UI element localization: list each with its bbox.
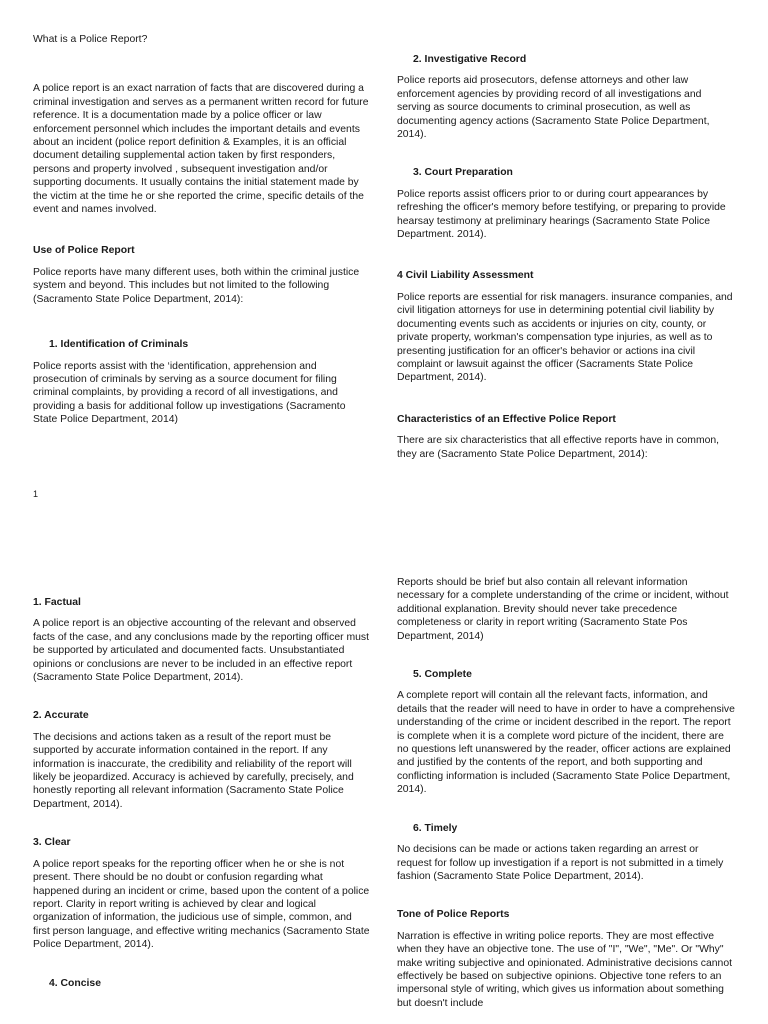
use-paragraph: Police reports have many different uses, both within the criminal justice system and beyond. This includes but not limited to the following (Sacramento State Police Department, 2014): bbox=[33, 266, 360, 305]
characteristics-heading: Characteristics of an Effective Police Report bbox=[397, 413, 616, 425]
page2-left-column bbox=[33, 596, 371, 990]
page2-right-column bbox=[397, 576, 735, 1010]
identification-paragraph: Police reports assist with the ‘identification, apprehension and prosecution of criminals by serving as a source document for filing criminal complaints, by providing a record of all investigations, and providing a basis for additional follow up investigations (Sacramento State Police Department, 2014) bbox=[33, 360, 346, 426]
factual-heading: 1. Factual bbox=[33, 597, 81, 608]
clear-paragraph: A police report speaks for the reporting officer when he or she is not present. There should be no doubt or confusion regarding what happened during an incident or crime, based upon the content of a police report. Clarity in report writing is achieved by clear and logical organization of information, the judicious use of simple, common, and first person language, and effective writing mechanics (Sacramento State Police Department, 2014). bbox=[33, 858, 370, 951]
document-title: What is a Police Report? bbox=[33, 34, 148, 45]
civil-paragraph: Police reports are essential for risk managers. insurance companies, and civil litigation attorneys for use in determining potential civil liability by documenting events such as accidents or injuries on city, county, or private property, workman's compensation type injuries, as well as to presenting justification for an officer's behavior or actions ina civil complaint or lawsuit against the officer (Sacraments State Police Department, 2014). bbox=[397, 291, 733, 384]
intro-paragraph: A police report is an exact narration of facts that are discovered during a criminal investigation and serves as a permanent written record for future reference. It is a documentation made by a police officer or law enforcement personnel which includes the important details and events about an incident (police report definition & Examples, it is an official document detailing supplemental action taken by first responders, persons and property involved , subsequent investigation and/or supporting documents. It usually contains the initial statement made by the victim at the time he or she reported the crime, specific details of the event and names involved. bbox=[33, 83, 369, 216]
timely-paragraph: No decisions can be made or actions taken regarding an arrest or request for follow up investigation if a report is not submitted in a timely fashion (Sacramento State Police Department, 2014). bbox=[397, 844, 724, 882]
accurate-heading: 2. Accurate bbox=[33, 710, 89, 722]
complete-heading: 5. Complete bbox=[413, 669, 472, 681]
identification-heading: 1. Identification of Criminals bbox=[49, 339, 189, 351]
timely-heading: 6. Timely bbox=[413, 822, 458, 834]
clear-heading: 3. Clear bbox=[33, 837, 71, 849]
use-heading: Use of Police Report bbox=[33, 245, 135, 257]
accurate-paragraph: The decisions and actions taken as a result of the report must be supported by accurate information contained in the report. If any information is inaccurate, the credibility and reliability of the report will likely be jeopardized. Accuracy is achieved by carefully, precisely, and honestly reporting all relevant information (Sacramento State Police Department, 2014). bbox=[33, 731, 354, 810]
page1-right-column bbox=[397, 53, 735, 461]
complete-paragraph: A complete report will contain all the relevant facts, information, and details that the reader will need to have in order to have a comprehensive understanding of the crime or incident described in the report. The report is complete when it is a complete word picture of the incident, there are no questions left unanswered by the reader, officer actions are explained and justified by the contents of the report, and both supporting and conflicting information is included (Sacramento State Police Department, 2014). bbox=[397, 690, 735, 796]
concise-heading: 4. Concise bbox=[49, 977, 101, 989]
page-number: 1 bbox=[33, 489, 39, 499]
investigative-heading: 2. Investigative Record bbox=[413, 54, 527, 65]
factual-paragraph: A police report is an objective accounting of the relevant and observed facts of the case, and any conclusions made by the reporting officer must be supported by articulated and documented facts. Unsubstantiated opinions or conclusions are never to be included in an effective report (Sacramento State Police Department, 2014). bbox=[33, 618, 369, 684]
concise-paragraph: Reports should be brief but also contain all relevant information necessary for a complete understanding of the crime or incident, without additional explanation. Brevity should never take precedence completeness or clarity in report writing (Sacramento State Pos Department, 2014) bbox=[397, 577, 729, 642]
characteristics-paragraph: There are six characteristics that all effective reports have in common, they are (Sacramento State Police Department, 2014): bbox=[397, 435, 720, 460]
tone-heading: Tone of Police Reports bbox=[397, 909, 510, 921]
court-heading: 3. Court Preparation bbox=[413, 167, 513, 179]
tone-paragraph: Narration is effective in writing police reports. They are most effective when they have an objective tone. The use of "I", "We", "Me". Or "Why" make writing subjective and opinionated. Administrative decisions cannot effectively be based on subjective opinions. Objective tone refers to an impersonal style of writing, which gives us information about something but doesn't include bbox=[397, 930, 732, 1009]
investigative-paragraph: Police reports aid prosecutors, defense attorneys and other law enforcement agencies by providing record of all investigations and serving as source documents to criminal prosecution, as well as documenting agency actions (Sacramento State Police Department, 2014). bbox=[397, 75, 710, 141]
civil-heading: 4 Civil Liability Assessment bbox=[397, 270, 534, 282]
page1-left-column bbox=[33, 33, 371, 427]
court-paragraph: Police reports assist officers prior to or during court appearances by refreshing the officer's memory before testifying, or preparing to provide hearsay testimony at preliminary hearings (Sacramento State Police Department. 2014). bbox=[397, 188, 726, 241]
